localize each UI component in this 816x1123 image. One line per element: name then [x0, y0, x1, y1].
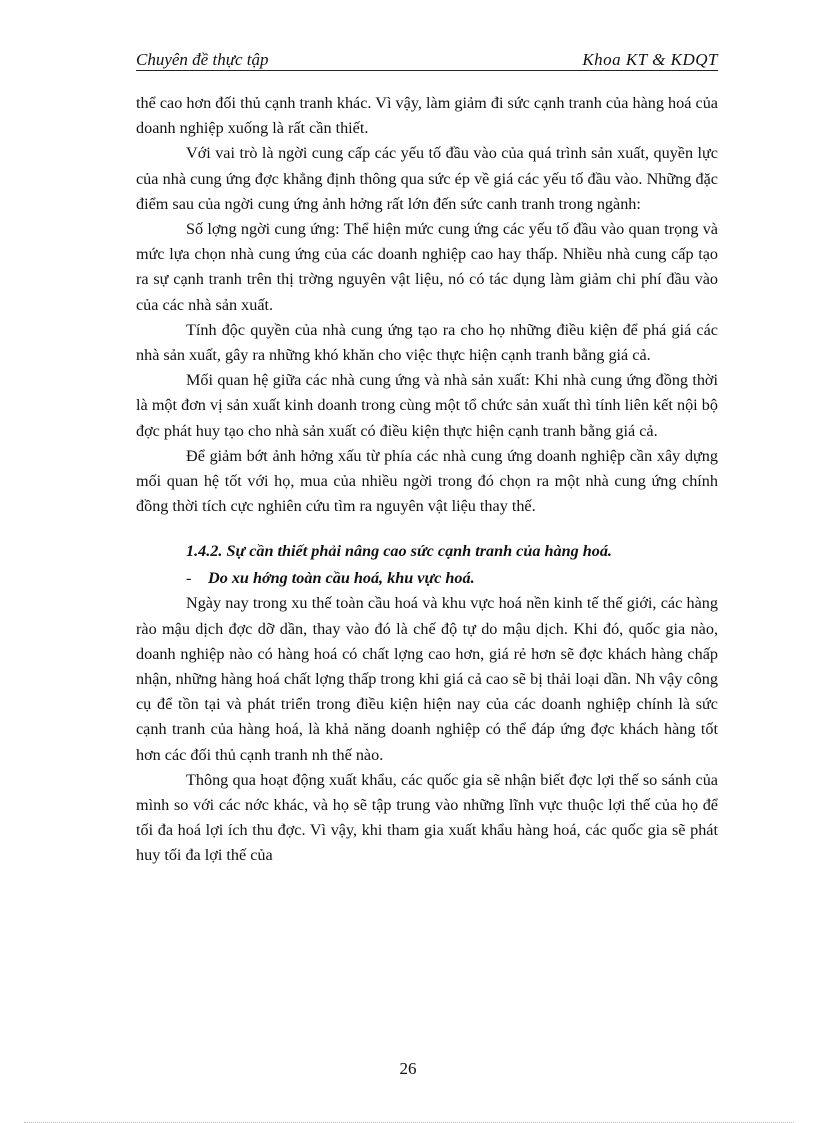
paragraph-reduce-influence: Để giảm bớt ảnh hởng xấu từ phía các nhà cung ứng doanh nghiệp cần xây dựng mối quan hệ tốt với họ, mua của nhiều ngời trong đó chọn ra một nhà cung ứng chính đồng thời tích cực nghiên cứu tìm ra nguyên vật liệu thay thế. — [136, 446, 718, 516]
paragraph-supplier-count: Số lợng ngời cung ứng: Thể hiện mức cung ứng các yếu tố đầu vào quan trọng và mức lựa chọn nhà cung ứng của các doanh nghiệp cao hay thấp. Nhiều nhà cung cấp tạo ra sự cạnh tranh trên thị trờng nguyên vật liệu, nó có tác dụng làm giảm chi phí đầu vào của các nhà sản xuất. — [136, 220, 718, 314]
page-header — [136, 48, 718, 71]
paragraph-supplier-role: Với vai trò là ngời cung cấp các yếu tố đầu vào của quá trình sản xuất, quyền lực của nhà cung ứng đợc khẳng định thông qua sức ép về giá các yếu tố đầu vào. Những đặc điểm sau của ngời cung ứng ảnh hởng rất lớn đến sức canh tranh trong ngành: — [136, 144, 718, 213]
bullet-dash: - — [186, 569, 192, 588]
paragraph-monopoly: Tính độc quyền của nhà cung ứng tạo ra cho họ những điều kiện để phá giá các nhà sản xuất, gây ra những khó khăn cho việc thực hiện cạnh tranh bằng giá cả. — [136, 320, 718, 365]
bullet-text: Do xu hớng toàn cầu hoá, khu vực hoá. — [208, 569, 475, 588]
section-heading: 1.4.2. Sự cần thiết phải nâng cao sức cạnh tranh của hàng hoá. — [186, 542, 612, 561]
paragraph-globalization: Ngày nay trong xu thế toàn cầu hoá và khu vực hoá nền kinh tế thế giới, các hàng rào mậu dịch đợc dỡ dần, thay vào đó là chế độ tự do mậu dịch. Khi đó, quốc gia nào, doanh nghiệp nào có hàng hoá có chất lợng cao hơn, giá rẻ hơn sẽ đợc khách hàng chấp nhận, những hàng hoá chất lợng thấp trong khi giá cả cao sẽ bị thải loại dần. Nh vậy công cụ để tồn tại và phát triển trong điều kiện hiện nay của các doanh nghiệp chính là sức cạnh tranh của hàng hoá, là khả năng doanh nghiệp có thể đáp ứng đợc khách hàng tốt hơn các đối thủ cạnh tranh nh thế nào. — [136, 594, 718, 764]
header-right-title: Khoa KT & KDQT — [582, 50, 718, 69]
page-number: 26 — [399, 1059, 417, 1078]
bullet-item — [136, 565, 718, 591]
header-left-title: Chuyên đề thực tập — [136, 50, 269, 69]
paragraph-relationship: Mối quan hệ giữa các nhà cung ứng và nhà sản xuất: Khi nhà cung ứng đồng thời là một đơn vị sản xuất kinh doanh trong cùng một tổ chức sản xuất thì tính liên kết nội bộ đợc phát huy tạo cho nhà sản xuất có điều kiện thực hiện cạnh tranh bằng giá cả. — [136, 371, 718, 440]
paragraph-continuation: thể cao hơn đối thủ cạnh tranh khác. Vì vậy, làm giảm đi sức cạnh tranh của hàng hoá của doanh nghiệp xuống là rất cần thiết. — [136, 94, 718, 138]
paragraph-export: Thông qua hoạt động xuất khẩu, các quốc gia sẽ nhận biết đợc lợi thế so sánh của mình so với các nớc khác, và họ sẽ tập trung vào những lĩnh vực thuộc lợi thế của họ để tối đa hoá lợi ích thu đợc. Vì vậy, khi tham gia xuất khẩu hàng hoá, các quốc gia sẽ phát huy tối đa lợi thế của — [136, 770, 718, 865]
document-body — [136, 91, 718, 869]
